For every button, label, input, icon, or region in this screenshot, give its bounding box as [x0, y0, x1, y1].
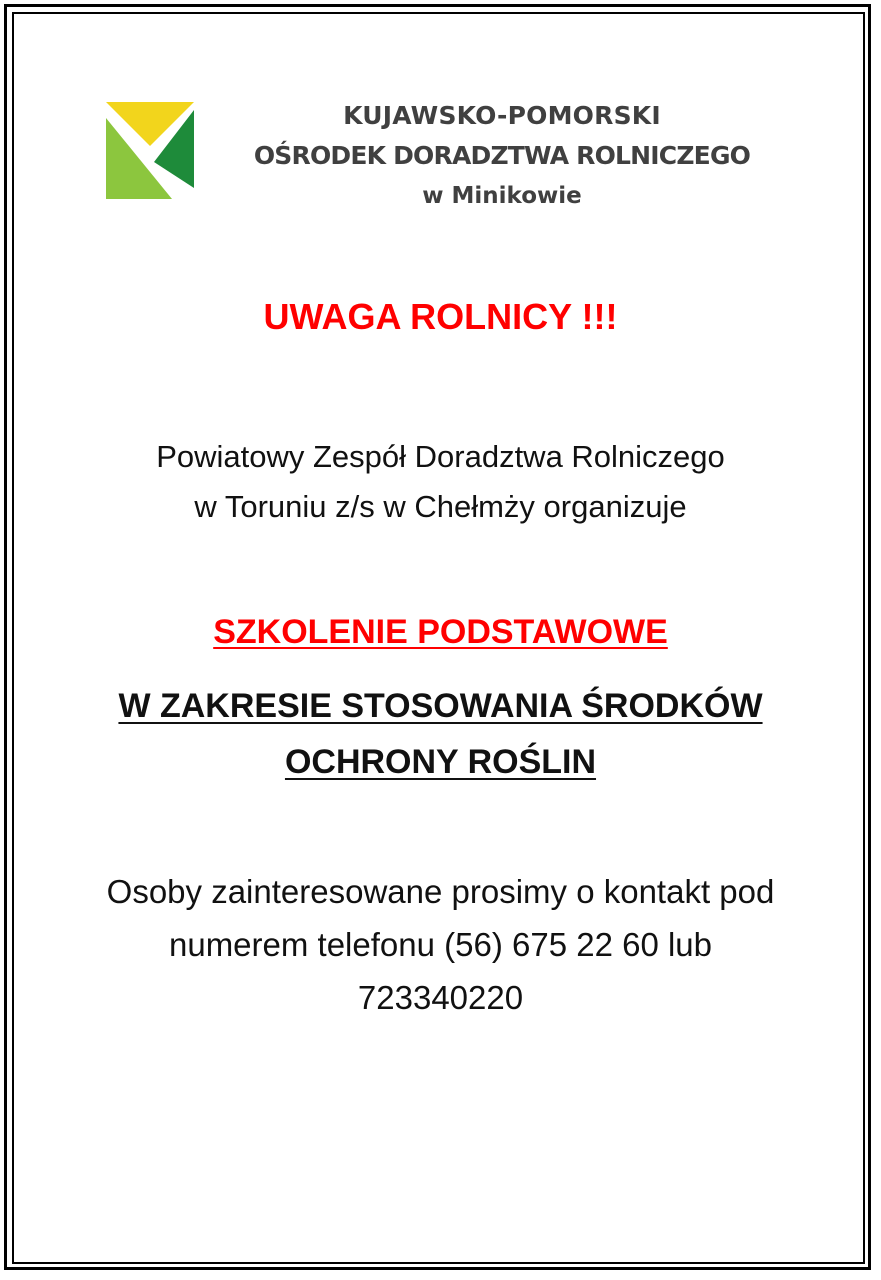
contact-line-3: 723340220	[357, 979, 524, 1016]
contact-info	[0, 865, 881, 1024]
org-name-line-3: w Minikowie	[422, 183, 582, 209]
training-title: SZKOLENIE PODSTAWOWE	[213, 613, 668, 651]
organizer-text	[0, 432, 881, 532]
kodr-logo-icon	[106, 102, 194, 199]
organizer-line-2: w Toruniu z/s w Chełmży organizuje	[194, 489, 687, 524]
training-scope	[0, 678, 881, 790]
organization-name	[228, 96, 776, 216]
contact-line-2: numerem telefonu (56) 675 22 60 lub	[168, 926, 713, 963]
notice-headline: UWAGA ROLNICY !!!	[263, 296, 618, 337]
org-name-line-1: KUJAWSKO-POMORSKI	[343, 101, 661, 130]
scope-line-1: W ZAKRESIE STOSOWANIA ŚRODKÓW	[118, 687, 763, 725]
scope-line-2: OCHRONY ROŚLIN	[284, 743, 597, 781]
organizer-line-1: Powiatowy Zespół Doradztwa Rolniczego	[156, 439, 725, 474]
contact-line-1: Osoby zainteresowane prosimy o kontakt pod	[106, 873, 775, 910]
org-name-line-2: OŚRODEK DORADZTWA ROLNICZEGO	[253, 141, 751, 170]
